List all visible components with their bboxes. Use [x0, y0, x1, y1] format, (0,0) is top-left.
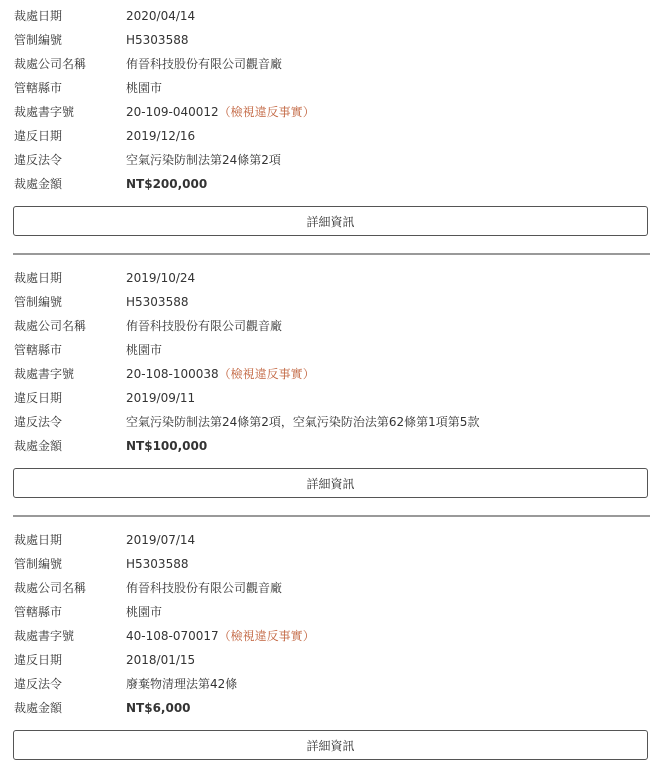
- label-amount: 裁處金額: [14, 177, 63, 191]
- value-amount: NT$100,000: [126, 439, 208, 453]
- label-company: 裁處公司名稱: [14, 319, 87, 333]
- view-violation-link[interactable]: 檢視違反事實: [230, 367, 303, 381]
- paren-close: ）: [302, 629, 315, 643]
- label-violation-date: 違反日期: [14, 129, 63, 143]
- doc-no-text: 20-108-100038: [126, 367, 219, 381]
- label-company: 裁處公司名稱: [14, 57, 87, 71]
- value-county: 桃園市: [126, 605, 163, 619]
- label-county: 管轄縣市: [14, 81, 63, 95]
- label-control-no: 管制編號: [14, 557, 63, 571]
- label-control-no: 管制編號: [14, 33, 63, 47]
- value-doc-no: [126, 102, 315, 122]
- record-divider: [13, 515, 650, 517]
- value-county: 桃園市: [126, 343, 163, 357]
- detail-button[interactable]: 詳細資訊: [13, 468, 648, 498]
- value-control-no: H5303588: [126, 557, 189, 571]
- detail-button[interactable]: 詳細資訊: [13, 206, 648, 236]
- label-date: 裁處日期: [14, 533, 63, 547]
- value-county: 桃園市: [126, 81, 163, 95]
- paren-open: （: [218, 629, 231, 643]
- label-county: 管轄縣市: [14, 343, 63, 357]
- value-doc-no: [126, 364, 315, 384]
- label-amount: 裁處金額: [14, 701, 63, 715]
- value-date: 2019/07/14: [126, 533, 196, 547]
- value-violation-date: 2018/01/15: [126, 653, 196, 667]
- detail-button[interactable]: 詳細資訊: [13, 730, 648, 760]
- value-violation-date: 2019/09/11: [126, 391, 196, 405]
- paren-open: （: [218, 105, 231, 119]
- value-control-no: H5303588: [126, 295, 189, 309]
- value-company: 侑晉科技股份有限公司觀音廠: [126, 581, 283, 595]
- label-doc-no: 裁處書字號: [14, 367, 75, 381]
- value-violation-date: 2019/12/16: [126, 129, 196, 143]
- value-law: 空氣污染防制法第24條第2項: [126, 153, 281, 167]
- value-date: 2020/04/14: [126, 9, 196, 23]
- value-law: 廢棄物清理法第42條: [126, 677, 238, 691]
- value-company: 侑晉科技股份有限公司觀音廠: [126, 319, 283, 333]
- label-law: 違反法令: [14, 677, 63, 691]
- view-violation-link[interactable]: 檢視違反事實: [230, 629, 303, 643]
- label-law: 違反法令: [14, 415, 63, 429]
- label-law: 違反法令: [14, 153, 63, 167]
- value-doc-no: [126, 626, 315, 646]
- label-company: 裁處公司名稱: [14, 581, 87, 595]
- value-amount: NT$6,000: [126, 701, 191, 715]
- label-date: 裁處日期: [14, 9, 63, 23]
- label-amount: 裁處金額: [14, 439, 63, 453]
- value-date: 2019/10/24: [126, 271, 196, 285]
- view-violation-link[interactable]: 檢視違反事實: [230, 105, 303, 119]
- doc-no-text: 20-109-040012: [126, 105, 219, 119]
- paren-close: ）: [302, 105, 315, 119]
- label-violation-date: 違反日期: [14, 391, 63, 405]
- label-date: 裁處日期: [14, 271, 63, 285]
- value-control-no: H5303588: [126, 33, 189, 47]
- paren-open: （: [218, 367, 231, 381]
- paren-close: ）: [302, 367, 315, 381]
- value-amount: NT$200,000: [126, 177, 208, 191]
- value-law: 空氣污染防制法第24條第2項，空氣污染防治法第62條第1項第5款: [126, 415, 480, 429]
- label-violation-date: 違反日期: [14, 653, 63, 667]
- label-doc-no: 裁處書字號: [14, 629, 75, 643]
- label-control-no: 管制編號: [14, 295, 63, 309]
- doc-no-text: 40-108-070017: [126, 629, 219, 643]
- label-county: 管轄縣市: [14, 605, 63, 619]
- label-doc-no: 裁處書字號: [14, 105, 75, 119]
- record-divider: [13, 253, 650, 255]
- value-company: 侑晉科技股份有限公司觀音廠: [126, 57, 283, 71]
